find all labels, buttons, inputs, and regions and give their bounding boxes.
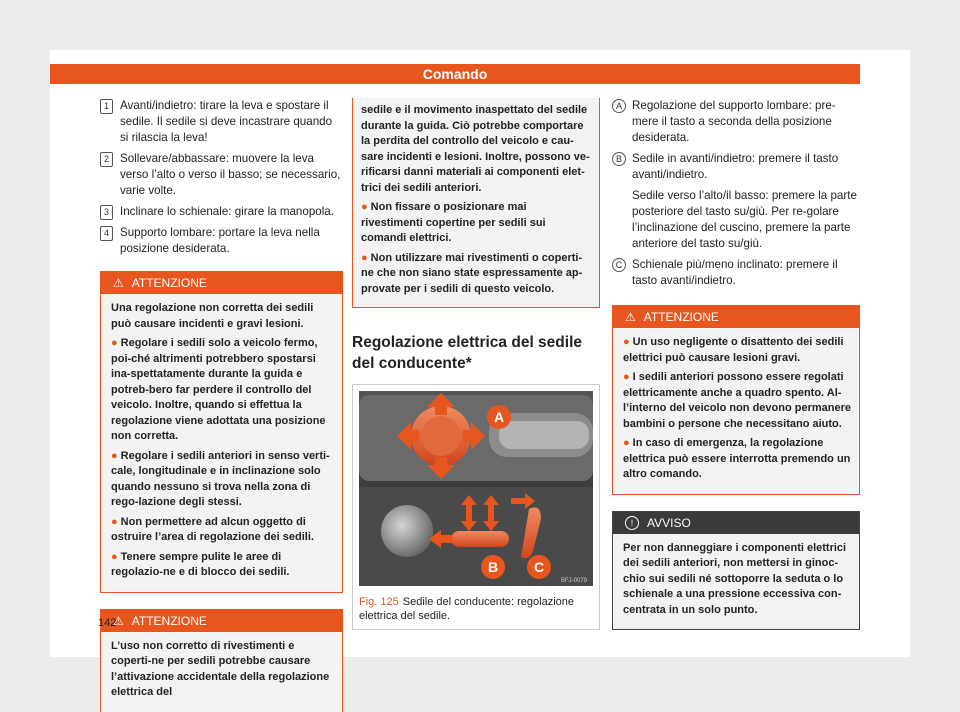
warning-box bbox=[612, 305, 860, 495]
warning-icon: ⚠ bbox=[625, 310, 636, 324]
step-item bbox=[100, 98, 343, 146]
label-c: C bbox=[533, 559, 545, 575]
warning-bullet bbox=[623, 436, 851, 483]
control-letter: B bbox=[612, 152, 626, 166]
control-item bbox=[612, 257, 860, 289]
step-item bbox=[100, 225, 343, 257]
control-text: Sedile verso l’alto/il basso: premere la parte posteriore del tasto su/giù. Per re-golare l’inclinazione del cuscino, premere la parte anteriore del tasto su/giù. bbox=[632, 189, 857, 250]
notice-header bbox=[613, 512, 859, 534]
warning-bullet bbox=[623, 370, 851, 432]
notice-title: AVVISO bbox=[647, 515, 691, 530]
bullet-icon: ● bbox=[623, 371, 630, 383]
warning-bullet bbox=[361, 200, 591, 247]
seat-button bbox=[451, 531, 509, 547]
bullet-icon: ● bbox=[361, 251, 368, 264]
warning-intro: Una regolazione non corretta dei sedili può causare incidenti e gravi lesioni. bbox=[111, 302, 314, 330]
step-text: Supporto lombare: portare la leva nella posizione desiderata. bbox=[120, 226, 320, 255]
notice-box bbox=[612, 511, 860, 631]
bullet-text: Non permettere ad alcun oggetto di ostruire l’area di regolazione dei sedili. bbox=[111, 515, 314, 543]
figure-number: Fig. 125 bbox=[359, 596, 399, 608]
bullet-icon: ● bbox=[623, 336, 630, 348]
bullet-icon: ● bbox=[111, 337, 118, 349]
warning-icon: ⚠ bbox=[113, 276, 124, 290]
control-item bbox=[612, 151, 860, 183]
label-b: B bbox=[487, 559, 499, 575]
bullet-icon: ● bbox=[111, 515, 118, 528]
step-number: 3 bbox=[100, 205, 113, 220]
warning-bullet bbox=[111, 336, 334, 445]
warning-body bbox=[613, 328, 859, 494]
column-middle bbox=[352, 98, 600, 630]
warning-intro: L’uso non corretto di rivestimenti e coperti-ne per sedili potrebbe causare l’attivazione accidentale della regolazione elettrica del bbox=[111, 639, 330, 698]
bullet-text: Tenere sempre pulite le aree di regolazio-ne e di blocco dei sedili. bbox=[111, 550, 290, 578]
figure-caption bbox=[359, 595, 593, 623]
column-right bbox=[612, 98, 860, 630]
seat-controls-image bbox=[359, 391, 593, 586]
info-icon: ! bbox=[625, 516, 639, 530]
warning-box bbox=[100, 271, 343, 593]
step-number: 4 bbox=[100, 226, 113, 241]
page-number: 142 bbox=[98, 617, 117, 629]
figure-caption-text: Sedile del conducente: regolazione elettrica del sedile. bbox=[359, 596, 574, 622]
column-left bbox=[100, 98, 343, 712]
warning-header bbox=[101, 610, 342, 632]
warning-title: ATTENZIONE bbox=[643, 310, 719, 324]
figure-code: BFJ-0079 bbox=[560, 578, 587, 584]
control-letter: C bbox=[612, 258, 626, 272]
warning-body bbox=[101, 632, 342, 712]
bullet-text: I sedili anteriori possono essere regolati elettricamente anche a quadro spento. Al-l’interno del veicolo non devono permanere bambini o persone che necessitano aiuto. bbox=[623, 371, 851, 430]
notice-text: Per non danneggiare i componenti elettrici dei sedili anteriori, non mettersi in ginoc-chio sui sedili né sottoporre la seduta o lo schienale a una pressione eccessiva con-centrata in un solo punto. bbox=[623, 541, 847, 616]
bullet-text: Un uso negligente o disattento dei sedili elettrici può causare lesioni gravi. bbox=[623, 336, 844, 364]
seat-knob bbox=[381, 505, 433, 557]
bullet-icon: ● bbox=[111, 449, 118, 462]
control-text: Regolazione del supporto lombare: pre-mere il tasto a seconda della posizione desiderata. bbox=[632, 99, 836, 144]
warning-bullet bbox=[361, 251, 591, 298]
bullet-text: In caso di emergenza, la regolazione elettrica può essere interrotta premendo un altro comando. bbox=[623, 437, 851, 480]
step-text: Sollevare/abbassare: muovere la leva verso l’alto o verso il basso; se necessario, varie volte. bbox=[120, 152, 341, 197]
warning-bullet bbox=[111, 449, 334, 511]
control-text: Schienale più/meno inclinato: premere il tasto avanti/indietro. bbox=[632, 258, 838, 287]
figure bbox=[352, 384, 600, 630]
bullet-icon: ● bbox=[361, 201, 368, 213]
bullet-icon: ● bbox=[111, 550, 118, 563]
lumbar-button-center bbox=[421, 416, 461, 456]
warning-bullet bbox=[111, 515, 334, 546]
warning-bullet bbox=[623, 335, 851, 366]
step-number: 2 bbox=[100, 152, 113, 167]
bullet-icon: ● bbox=[623, 437, 630, 449]
section-title: Regolazione elettrica del sedile del conducente* bbox=[352, 334, 582, 372]
step-number: 1 bbox=[100, 99, 113, 114]
step-text: Inclinare lo schienale: girare la manopola. bbox=[120, 205, 334, 218]
label-a: A bbox=[493, 409, 505, 425]
warning-continuation bbox=[352, 98, 600, 308]
bullet-text: Non utilizzare mai rivestimenti o coperti-ne che non siano state espressamente ap-provate per i sedili di questo veicolo. bbox=[361, 251, 583, 295]
warning-body bbox=[101, 294, 342, 592]
bullet-text: Non fissare o posizionare mai rivestimenti copertine per sedili sui comandi elettrici. bbox=[361, 201, 546, 244]
bullet-text: Regolare i sedili solo a veicolo fermo, poi-ché altrimenti potrebbero spostarsi ina-spettatamente durante la guida e potreb-bero far perdere il controllo del veicolo. Inoltre, quando si effettua la regolazione viene adottata una posizione non corretta. bbox=[111, 337, 326, 442]
warning-header bbox=[613, 306, 859, 328]
control-text: Sedile in avanti/indietro: premere il tasto avanti/indietro. bbox=[632, 152, 839, 181]
warning-bullet bbox=[111, 550, 334, 581]
control-item bbox=[612, 98, 860, 146]
control-item bbox=[612, 188, 860, 252]
backrest-trim-highlight bbox=[499, 421, 589, 449]
page-header: Comando bbox=[50, 64, 860, 84]
warning-title: ATTENZIONE bbox=[131, 276, 207, 290]
control-letter: A bbox=[612, 99, 626, 113]
bullet-text: Regolare i sedili anteriori in senso verti-cale, longitudinale e in inclinazione solo quando nessuno si trova nella zona di rego-lazione degli stessi. bbox=[111, 449, 330, 508]
step-item bbox=[100, 204, 343, 220]
warning-box bbox=[100, 609, 343, 712]
notice-body bbox=[613, 534, 859, 630]
warning-icon: ⚠ bbox=[113, 613, 124, 628]
section-heading-wrap bbox=[352, 332, 600, 374]
step-text: Avanti/indietro: tirare la leva e spostare il sedile. Il sedile si deve incastrare quando si rilascia la leva! bbox=[120, 99, 333, 144]
warning-text: sedile e il movimento inaspettato del sedile durante la guida. Ciò potrebbe comportare la perdita del controllo del veicolo e cau-sare incidenti e lesioni. Inoltre, possono ve-rificarsi danni materiali ai componenti elet-trici dei sedili anteriori. bbox=[361, 104, 590, 194]
warning-header bbox=[101, 272, 342, 294]
warning-title: ATTENZIONE bbox=[131, 613, 207, 628]
step-item bbox=[100, 151, 343, 199]
